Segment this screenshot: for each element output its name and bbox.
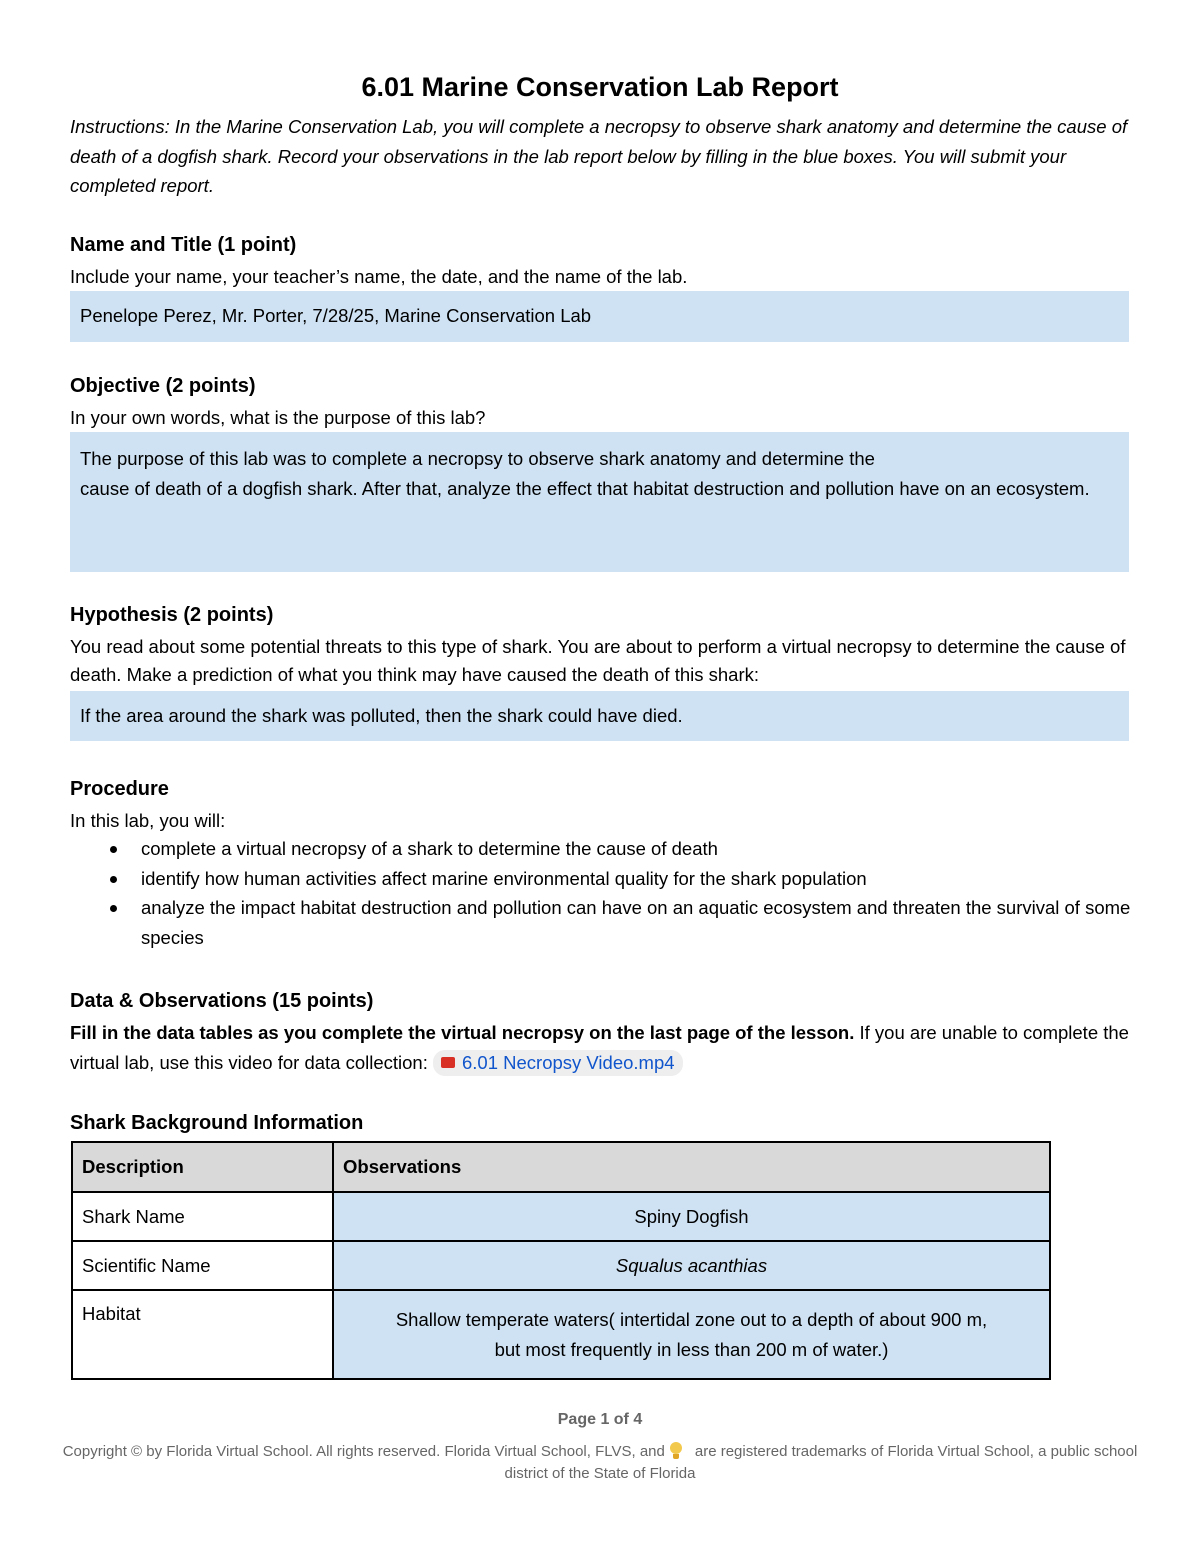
table-row xyxy=(72,1241,1050,1290)
data-instructions-text: If you are unable to complete the virtual lab, use this video for data collection: xyxy=(70,1022,1129,1073)
list-item: complete a virtual necropsy of a shark to determine the cause of death xyxy=(70,834,1135,864)
name-answer-text: Penelope Perez, Mr. Porter, 7/28/25, Marine Conservation Lab xyxy=(80,305,592,326)
objective-answer-box[interactable] xyxy=(70,432,1129,572)
row-observation[interactable]: Squalus acanthias xyxy=(333,1241,1050,1290)
copyright-notice xyxy=(60,1440,1140,1485)
copyright-text-1: Copyright © by Florida Virtual School. All rights reserved. Florida Virtual School, FLVS, and xyxy=(62,1443,665,1460)
procedure-list xyxy=(70,834,1135,953)
list-item: identify how human activities affect marine environmental quality for the shark population xyxy=(70,864,1135,894)
page-number: Page 1 of 4 xyxy=(557,1411,643,1428)
row-observation[interactable] xyxy=(333,1290,1050,1379)
habitat-line1: Shallow temperate waters( intertidal zone out to a depth of about 900 m, xyxy=(395,1308,988,1330)
hypothesis-prompt: You read about some potential threats to this type of shark. You are about to perform a virtual necropsy to determine the cause of death. Make a prediction of what you think may have caused the death of this shark: xyxy=(70,636,1126,685)
video-link-label: 6.01 Necropsy Video.mp4 xyxy=(462,1051,675,1073)
table-row xyxy=(72,1192,1050,1241)
name-title-heading: Name and Title (1 point) xyxy=(70,234,297,256)
data-instructions-bold: Fill in the data tables as you complete the virtual necropsy on the last page of the lesson. xyxy=(70,1022,855,1043)
bullet-icon xyxy=(110,905,117,912)
habitat-line2: but most frequently in less than 200 m of water.) xyxy=(494,1338,889,1360)
bullet-icon xyxy=(110,846,117,853)
row-description: Shark Name xyxy=(72,1192,333,1241)
data-observations-text xyxy=(70,1018,1140,1077)
column-header-observations: Observations xyxy=(333,1142,1050,1192)
table-header-row xyxy=(72,1142,1050,1192)
instructions-text: Instructions: In the Marine Conservation Lab, you will complete a necropsy to observe shark anatomy and determine the cause of death of a dogfish shark. Record your observations in the lab report below by filling in the blue boxes. You will submit your completed report. xyxy=(70,116,1128,196)
shark-background-table xyxy=(71,1141,1051,1380)
procedure-intro: In this lab, you will: xyxy=(70,810,226,831)
row-description: Habitat xyxy=(72,1290,333,1379)
video-link-chip[interactable] xyxy=(433,1050,683,1076)
data-observations-heading: Data & Observations (15 points) xyxy=(70,990,374,1012)
objective-heading: Objective (2 points) xyxy=(70,375,256,397)
list-item: analyze the impact habitat destruction and pollution can have on an aquatic ecosystem and threaten the survival of some species xyxy=(70,893,1135,952)
name-answer-box[interactable] xyxy=(70,291,1129,342)
bullet-icon xyxy=(110,876,117,883)
row-observation[interactable]: Spiny Dogfish xyxy=(333,1192,1050,1241)
hypothesis-answer-text: If the area around the shark was polluted, then the shark could have died. xyxy=(80,705,683,726)
objective-answer-line1: The purpose of this lab was to complete a necropsy to observe shark anatomy and determine the xyxy=(80,448,875,469)
name-title-prompt: Include your name, your teacher’s name, the date, and the name of the lab. xyxy=(70,266,688,287)
hypothesis-answer-box[interactable] xyxy=(70,691,1129,741)
flvs-lightbulb-logo-icon xyxy=(669,1440,683,1462)
procedure-heading: Procedure xyxy=(70,778,169,800)
objective-prompt: In your own words, what is the purpose of this lab? xyxy=(70,407,486,428)
copyright-text-2: are registered trademarks of Florida Virtual School, a public school district of the State of Florida xyxy=(504,1443,1138,1482)
table-row xyxy=(72,1290,1050,1379)
hypothesis-heading: Hypothesis (2 points) xyxy=(70,604,274,626)
row-description: Scientific Name xyxy=(72,1241,333,1290)
objective-answer-line2: cause of death of a dogfish shark. After that, analyze the effect that habitat destruction and pollution have on an ecosystem. xyxy=(80,478,1090,499)
column-header-description: Description xyxy=(72,1142,333,1192)
video-file-icon xyxy=(441,1057,455,1068)
shark-background-heading: Shark Background Information xyxy=(70,1112,364,1134)
document-title: 6.01 Marine Conservation Lab Report xyxy=(361,72,839,102)
